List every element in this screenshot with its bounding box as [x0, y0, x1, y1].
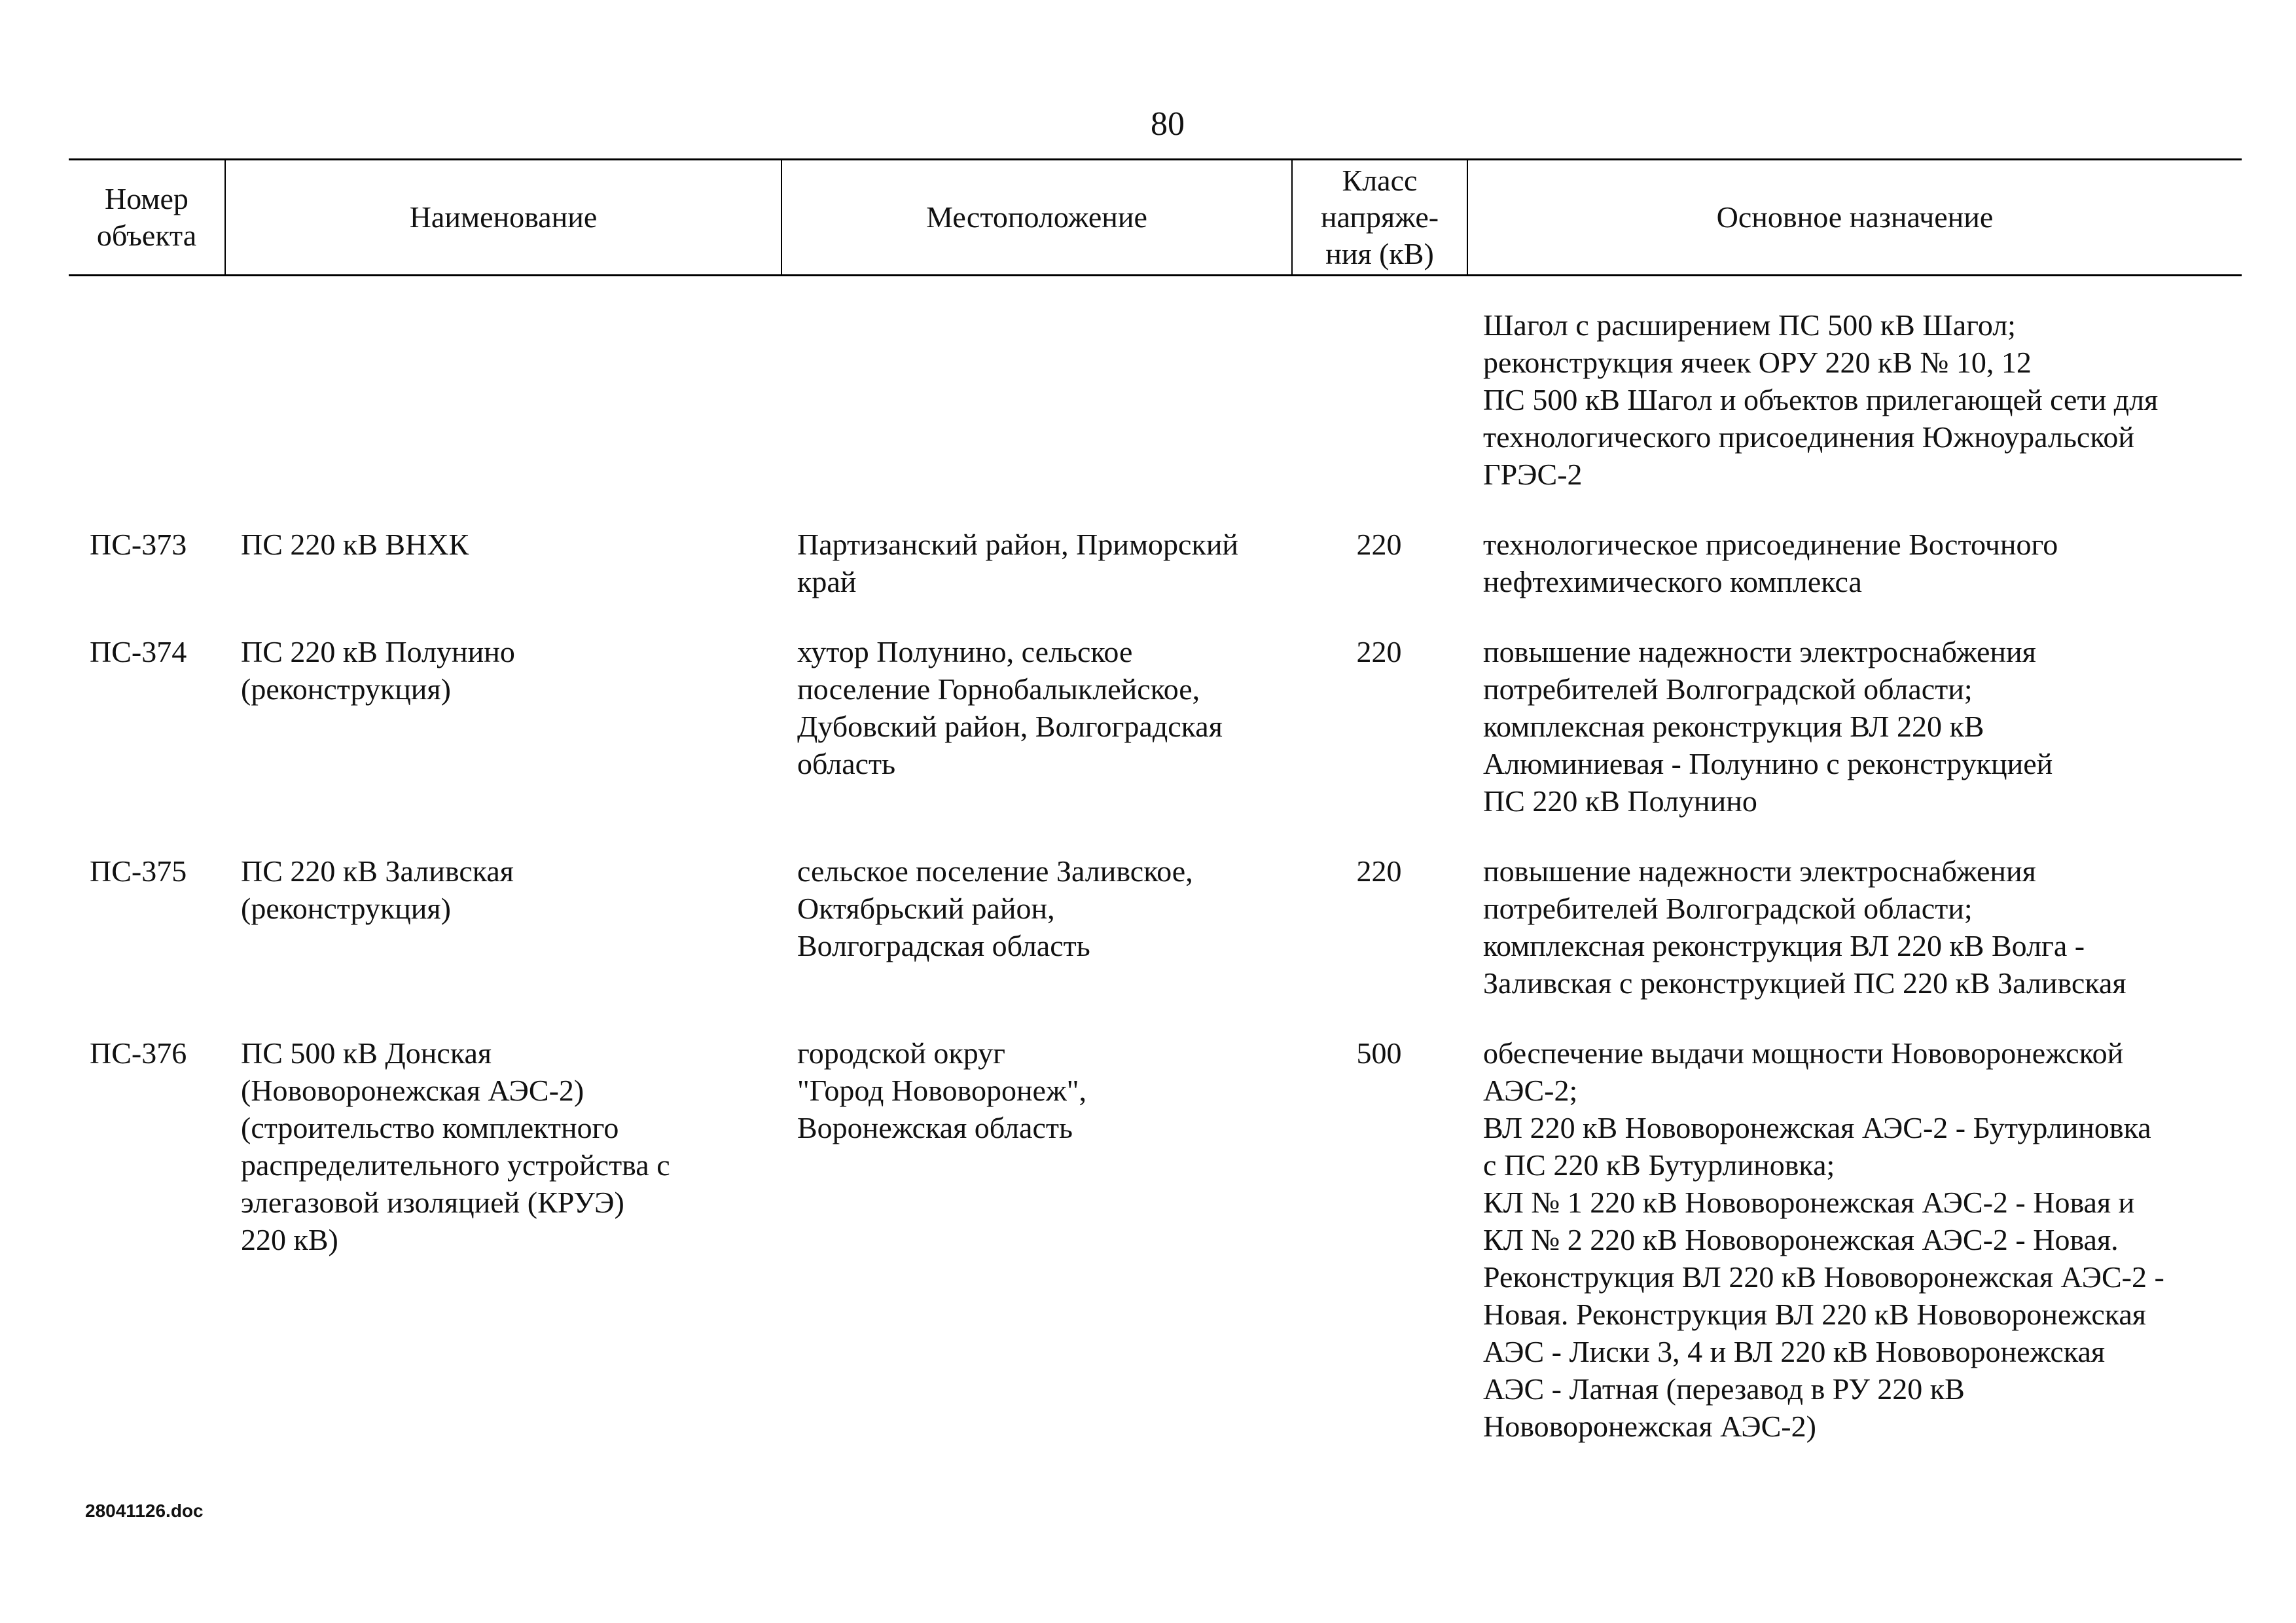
object-purpose: обеспечение выдачи мощности Нововоронежской АЭС-2; ВЛ 220 кВ Нововоронежская АЭС-2 - Бутурлиновка с ПС 220 кВ Бутурлиновка; КЛ № 1 220 кВ Нововоронежская АЭС-2 - Новая и КЛ № 2 220 кВ Нововоронежская АЭС-2 - Новая. Реконструкция ВЛ 220 кВ Нововоронежская АЭС-2 - Новая. Реконструкция ВЛ 220 кВ Нововоронежская АЭС - Лиски 3, 4 и ВЛ 220 кВ Нововоронежская АЭС - Латная (перезавод в РУ 220 кВ Нововоронежская АЭС-2)	[1483, 1036, 2164, 1443]
header-voltage-class: Класс напряже- ния (кВ)	[1291, 160, 1467, 274]
header-purpose: Основное назначение	[1467, 160, 2242, 274]
header-location: Местоположение	[781, 160, 1291, 274]
object-location: Партизанский район, Приморский край	[797, 528, 1239, 598]
object-name	[224, 306, 781, 493]
object-voltage: 220	[1356, 854, 1402, 888]
page-number: 80	[1151, 105, 1185, 143]
object-number: ПС-374	[90, 635, 187, 668]
object-location: хутор Полунино, сельское поселение Горнобалыклейское, Дубовский район, Волгоградская область	[797, 635, 1223, 780]
object-number: ПС-375	[90, 854, 187, 888]
table-row	[69, 852, 2242, 1002]
table-row	[69, 1034, 2242, 1445]
object-voltage	[1291, 306, 1467, 493]
table-row	[69, 306, 2242, 493]
object-name: ПС 500 кВ Донская (Нововоронежская АЭС-2) (строительство комплектного распределительного устройства с элегазовой изоляцией (КРУЭ) 220 кВ)	[241, 1036, 670, 1256]
object-location: городской округ "Город Нововоронеж", Воронежская область	[797, 1036, 1087, 1144]
object-purpose: технологическое присоединение Восточного нефтехимического комплекса	[1483, 528, 2058, 598]
object-name: ПС 220 кВ ВНХК	[241, 528, 469, 561]
object-number: ПС-376	[90, 1036, 187, 1070]
object-voltage: 220	[1356, 528, 1402, 561]
table-row	[69, 526, 2242, 600]
object-purpose: повышение надежности электроснабжения потребителей Волгоградской области; комплексная реконструкция ВЛ 220 кВ Алюминиевая - Полунино с реконструкцией ПС 220 кВ Полунино	[1483, 635, 2053, 818]
header-object-number: Номер объекта	[96, 182, 197, 252]
object-location	[781, 306, 1291, 493]
object-name: ПС 220 кВ Полунино (реконструкция)	[241, 635, 515, 706]
footer-filename: 28041126.doc	[85, 1501, 204, 1521]
object-voltage: 220	[1356, 635, 1402, 668]
header-name: Наименование	[224, 160, 781, 274]
object-location: сельское поселение Заливское, Октябрьский район, Волгоградская область	[797, 854, 1193, 962]
object-name: ПС 220 кВ Заливская (реконструкция)	[241, 854, 514, 925]
objects-table	[69, 158, 2242, 1445]
object-number: ПС-373	[90, 528, 187, 561]
object-number	[69, 306, 224, 493]
table-row	[69, 633, 2242, 820]
object-purpose: Шагол с расширением ПС 500 кВ Шагол; реконструкция ячеек ОРУ 220 кВ № 10, 12 ПС 500 кВ Шагол и объектов прилегающей сети для технологического присоединения Южноуральской ГРЭС-2	[1483, 308, 2159, 491]
table-body	[69, 276, 2242, 1445]
object-voltage: 500	[1356, 1036, 1402, 1070]
table-header	[69, 158, 2242, 276]
object-purpose: повышение надежности электроснабжения потребителей Волгоградской области; комплексная реконструкция ВЛ 220 кВ Волга - Заливская с реконструкцией ПС 220 кВ Заливская	[1483, 854, 2126, 1000]
